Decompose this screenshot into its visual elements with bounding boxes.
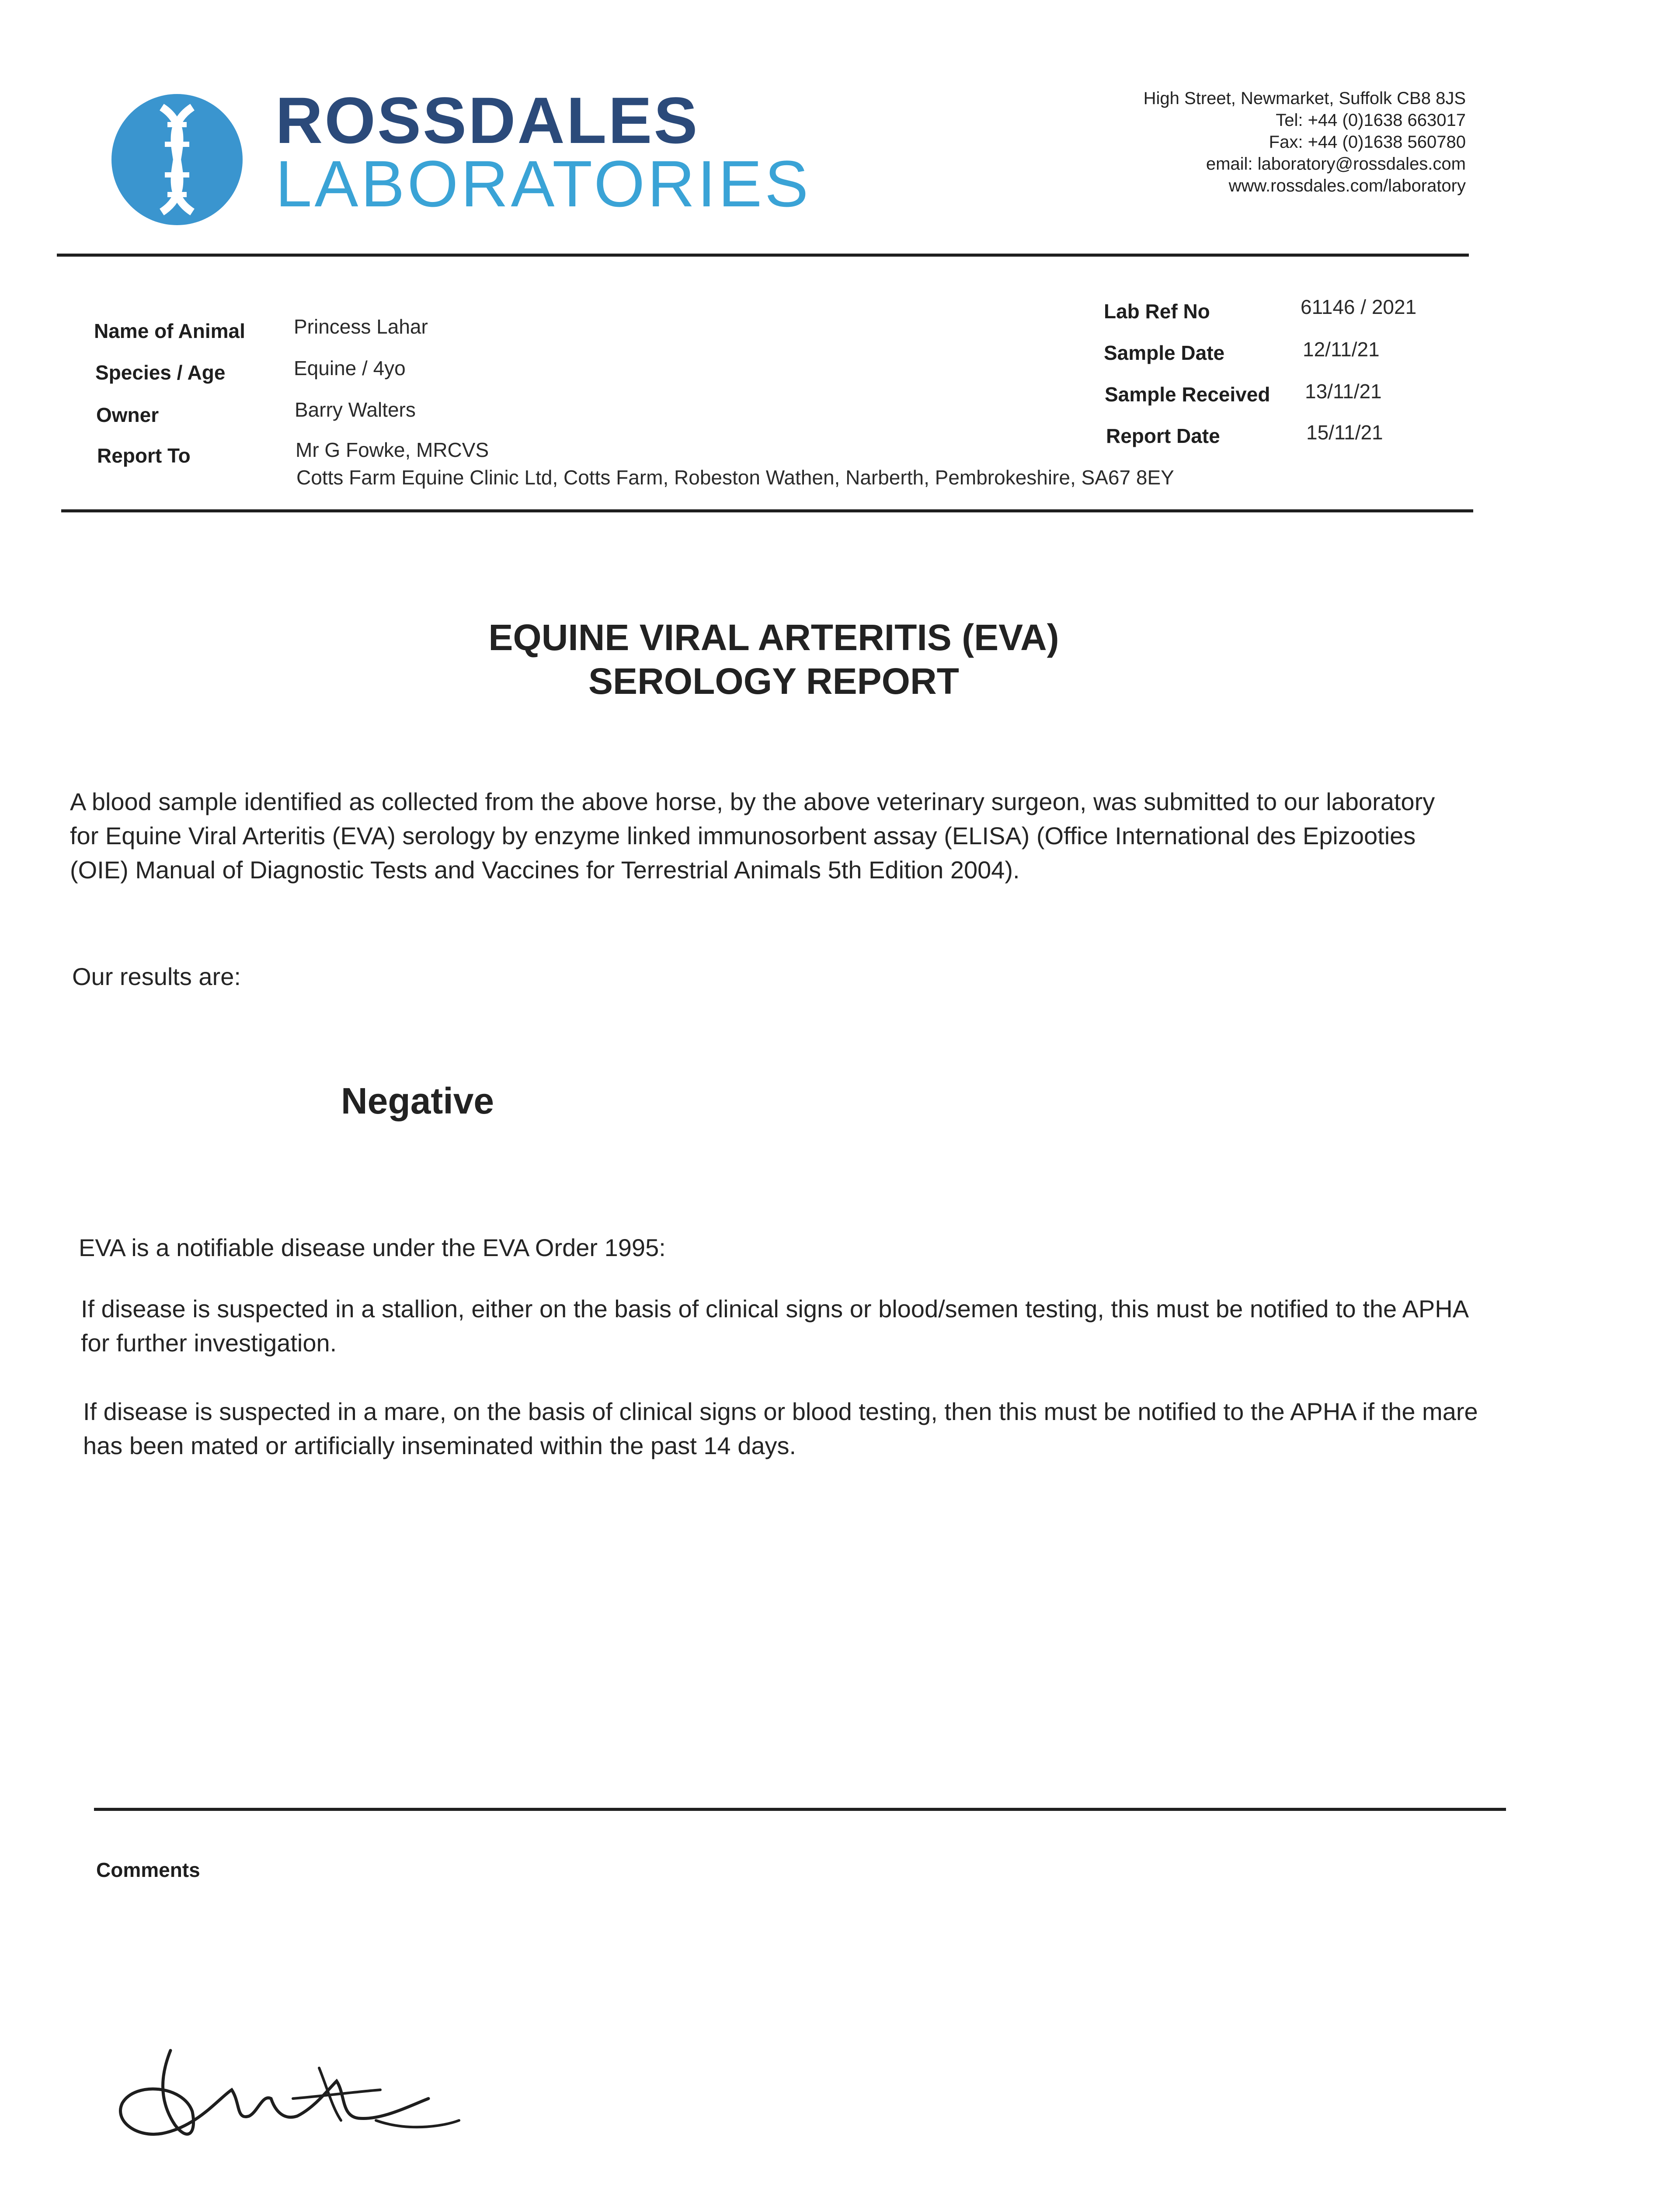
sample-received-value: 13/11/21 — [1305, 380, 1382, 403]
signature — [109, 2033, 503, 2166]
lab-ref-label: Lab Ref No — [1104, 300, 1210, 323]
name-label: Name of Animal — [94, 320, 245, 342]
report-to-label: Report To — [97, 444, 191, 467]
fax: Fax: +44 (0)1638 560780 — [1269, 132, 1466, 152]
name-value: Princess Lahar — [294, 315, 428, 338]
report-subtitle: SEROLOGY REPORT — [588, 661, 959, 702]
species-value: Equine / 4yo — [294, 357, 406, 379]
report-to-value: Mr G Fowke, MRCVS — [296, 439, 489, 461]
stallion-text: If disease is suspected in a stallion, either on the basis of clinical signs or blood/semen testing, this must be notified to the APHA for further investigation. — [81, 1295, 1468, 1357]
report-title: EQUINE VIRAL ARTERITIS (EVA) — [488, 617, 1059, 658]
report-date-label: Report Date — [1106, 425, 1220, 447]
owner-value: Barry Walters — [295, 398, 416, 421]
intro-paragraph: A blood sample identified as collected from the above horse, by the above veterinary surgeon, was submitted to our laboratory for Equine Viral Arteritis (EVA) serology by enzyme linked immunosorbent assay (ELISA) (Office International des Epizooties (OIE) Manual of Diagnostic Tests and Vaccines for Terrestrial Animals 5th Edition 2004). — [70, 788, 1435, 884]
contact-block — [1144, 87, 1466, 197]
brand-subtitle: LABORATORIES — [275, 147, 811, 220]
sample-received-label: Sample Received — [1105, 383, 1270, 406]
tel: Tel: +44 (0)1638 663017 — [1276, 111, 1466, 130]
header-divider — [57, 254, 1469, 257]
notifiable-text: EVA is a notifiable disease under the EVA Order 1995: — [79, 1234, 666, 1261]
species-label: Species / Age — [95, 361, 226, 384]
brand-name: ROSSDALES — [275, 84, 699, 157]
lab-ref-value: 61146 / 2021 — [1301, 296, 1417, 318]
sample-date-value: 12/11/21 — [1303, 338, 1380, 361]
website: www.rossdales.com/laboratory — [1228, 176, 1466, 195]
mare-text: If disease is suspected in a mare, on the basis of clinical signs or blood testing, then this must be notified to the APHA if the mare has been mated or artificially inseminated within the past 14 days. — [83, 1398, 1478, 1459]
owner-label: Owner — [96, 404, 159, 426]
report-to-address: Cotts Farm Equine Clinic Ltd, Cotts Farm, Robeston Wathen, Narberth, Pembrokeshire, SA67 8EY — [296, 466, 1174, 489]
email: email: laboratory@rossdales.com — [1206, 154, 1466, 174]
info-divider — [61, 509, 1473, 512]
sample-date-label: Sample Date — [1104, 341, 1225, 364]
report-date-value: 15/11/21 — [1306, 421, 1383, 444]
comments-label: Comments — [96, 1859, 200, 1881]
results-label: Our results are: — [72, 963, 241, 990]
result-value: Negative — [341, 1080, 494, 1121]
address: High Street, Newmarket, Suffolk CB8 8JS — [1143, 89, 1466, 108]
footer-divider — [94, 1808, 1506, 1811]
logo-dna-icon — [111, 94, 243, 225]
